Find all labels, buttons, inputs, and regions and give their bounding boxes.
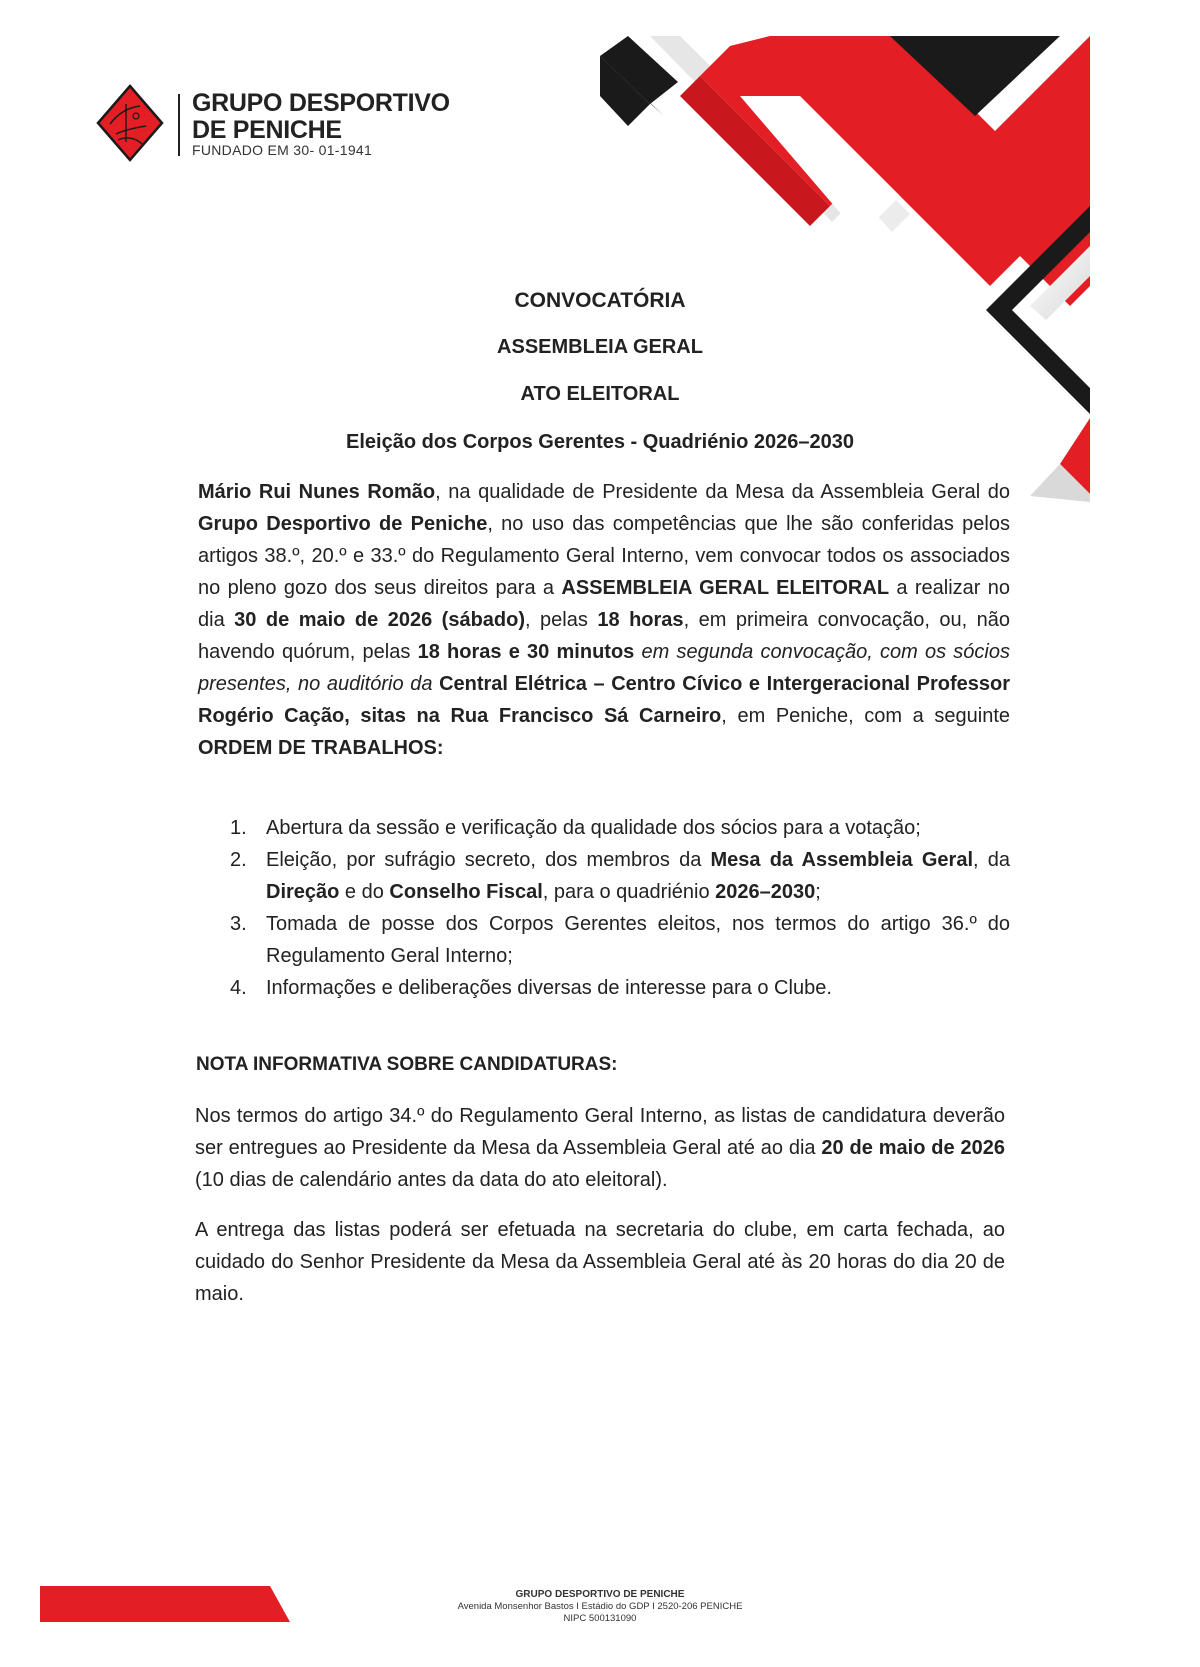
convocation-paragraph (198, 476, 1010, 764)
agenda-item-text: Abertura da sessão e verificação da qualidade dos sócios para a votação; (266, 817, 921, 839)
venue: Central Elétrica – Centro Cívico e Intergeracional Professor Rogério Cação, sitas na Rua Francisco Sá Carneiro (198, 673, 1010, 727)
agenda-item (230, 972, 1010, 1004)
agenda-item (230, 844, 1010, 908)
nota-text: Nos termos do artigo 34.º do Regulamento Geral Interno, as listas de candidatura deverão ser entregues ao Presidente da Mesa da Assembleia Geral até ao dia (195, 1105, 1005, 1159)
agenda-item-number: 3. (230, 913, 247, 935)
body-text: , pelas (525, 609, 598, 631)
agenda-item-bold: Conselho Fiscal (389, 881, 543, 903)
footer (380, 1588, 820, 1625)
doc-title-convocatoria: CONVOCATÓRIA (514, 289, 686, 312)
footer-red-bar (40, 1586, 290, 1622)
agenda-item (230, 812, 1010, 844)
nota-paragraph-2: A entrega das listas poderá ser efetuada na secretaria do clube, em carta fechada, ao cuidado do Senhor Presidente da Mesa da Assembleia Geral até às 20 horas do dia 20 de maio. (195, 1219, 1005, 1305)
body-text: a realizar no dia (198, 577, 1011, 631)
doc-subtitle-eleicao: Eleição dos Corpos Gerentes - Quadriénio 2026–2030 (346, 431, 854, 453)
agenda-item-bold: 2026–2030 (715, 881, 816, 903)
doc-title-ato-eleitoral: ATO ELEITORAL (520, 383, 680, 405)
logo-divider (178, 94, 180, 156)
body-text: , em Peniche, com a seguinte (721, 705, 1010, 727)
first-call-time: 18 horas (597, 609, 684, 631)
nota-paragraph-1 (195, 1100, 1005, 1196)
founded-date: FUNDADO EM 30- 01-1941 (192, 142, 373, 158)
president-name: Mário Rui Nunes Romão (198, 481, 436, 503)
agenda-item-number: 1. (230, 817, 247, 839)
agenda-item-bold: Direção (266, 881, 340, 903)
footer-club-name: GRUPO DESPORTIVO DE PENICHE (515, 1589, 685, 1600)
agenda-item-text: Tomada de posse dos Corpos Gerentes eleitos, nos termos do artigo 36.º do Regulamento Geral Interno; (266, 913, 1010, 967)
body-text: , na qualidade de Presidente da Mesa da Assembleia Geral do (435, 481, 1010, 503)
agenda-heading: ORDEM DE TRABALHOS: (198, 737, 444, 759)
body-text: em segunda convocação, com os sócios presentes, no auditório da (198, 641, 1011, 695)
footer-nipc: NIPC 500131090 (563, 1613, 637, 1624)
body-text: , no uso das competências que lhe são conferidas pelos artigos 38.º, 20.º e 33.º do Regulamento Geral Interno, vem convocar todos os associados no pleno gozo dos seus direitos para a (198, 513, 1010, 599)
agenda-item-number: 2. (230, 849, 247, 871)
club-name-bold: Grupo Desportivo de Peniche (198, 513, 488, 535)
agenda-item-text: Informações e deliberações diversas de interesse para o Clube. (266, 977, 832, 999)
agenda-item-text: , para o quadriénio (542, 881, 716, 903)
nota-heading: NOTA INFORMATIVA SOBRE CANDIDATURAS: (196, 1054, 618, 1075)
agenda-item (230, 908, 1010, 972)
footer-address: Avenida Monsenhor Bastos I Estádio do GDP I 2520-206 PENICHE (457, 1601, 743, 1612)
agenda-item-text: e do (339, 881, 390, 903)
agenda-item-text: ; (815, 881, 821, 903)
assembly-date: 30 de maio de 2026 (sábado) (234, 609, 526, 631)
agenda-list (230, 812, 1010, 1004)
club-name-line2: DE PENICHE (192, 116, 342, 144)
agenda-item-number: 4. (230, 977, 247, 999)
body-text: , em primeira convocação, ou, não havendo quórum, pelas (198, 609, 1011, 663)
nota-text: (10 dias de calendário antes da data do ato eleitoral). (195, 1169, 668, 1191)
club-name-line1: GRUPO DESPORTIVO (192, 89, 450, 117)
doc-title-assembleia: ASSEMBLEIA GERAL (497, 336, 703, 358)
club-name (192, 90, 450, 144)
agenda-item-text: Eleição, por sufrágio secreto, dos membros da (266, 849, 711, 871)
deadline-date: 20 de maio de 2026 (821, 1137, 1005, 1159)
assembly-name: ASSEMBLEIA GERAL ELEITORAL (561, 577, 890, 599)
club-crest-icon (96, 84, 164, 162)
agenda-item-bold: Mesa da Assembleia Geral (710, 849, 973, 871)
second-call-time: 18 horas e 30 minutos (417, 641, 635, 663)
agenda-item-text: , da (973, 849, 1010, 871)
